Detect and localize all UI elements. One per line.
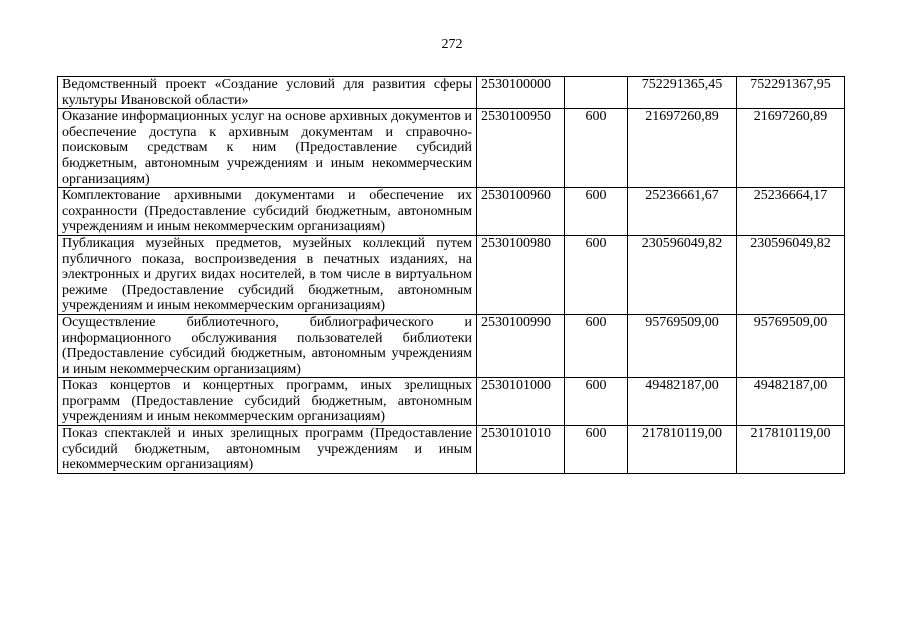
row-target-code: 2530101000 bbox=[477, 378, 565, 426]
row-amount-1: 217810119,00 bbox=[628, 426, 737, 474]
row-amount-1: 230596049,82 bbox=[628, 235, 737, 314]
page-number: 272 bbox=[441, 37, 463, 52]
row-target-code: 2530100000 bbox=[477, 77, 565, 109]
table-row bbox=[58, 109, 845, 188]
table-row bbox=[58, 188, 845, 236]
budget-table bbox=[57, 76, 845, 474]
row-target-code: 2530100990 bbox=[477, 314, 565, 377]
row-amount-2: 230596049,82 bbox=[737, 235, 845, 314]
row-target-code: 2530100950 bbox=[477, 109, 565, 188]
row-expense-type bbox=[565, 77, 628, 109]
row-amount-2: 217810119,00 bbox=[737, 426, 845, 474]
row-description: Показ спектаклей и иных зрелищных программ (Предоставление субсидий бюджетным, автономным учреждениям и иным некоммерческим организациям) bbox=[58, 426, 477, 474]
row-amount-2: 752291367,95 bbox=[737, 77, 845, 109]
row-expense-type: 600 bbox=[565, 378, 628, 426]
row-description: Публикация музейных предметов, музейных коллекций путем публичного показа, воспроизведения в печатных изданиях, на электронных и других видах носителей, в том числе в виртуальном режиме (Предоставление субсидий бюджетным, автономным учреждениям и иным некоммерческим организациям) bbox=[58, 235, 477, 314]
table-row bbox=[58, 378, 845, 426]
row-amount-2: 25236664,17 bbox=[737, 188, 845, 236]
table-row bbox=[58, 426, 845, 474]
row-expense-type: 600 bbox=[565, 188, 628, 236]
row-amount-2: 21697260,89 bbox=[737, 109, 845, 188]
row-description: Ведомственный проект «Создание условий для развития сферы культуры Ивановской области» bbox=[58, 77, 477, 109]
row-amount-2: 49482187,00 bbox=[737, 378, 845, 426]
row-target-code: 2530101010 bbox=[477, 426, 565, 474]
row-amount-1: 25236661,67 bbox=[628, 188, 737, 236]
row-description: Показ концертов и концертных программ, иных зрелищных программ (Предоставление субсидий бюджетным, автономным учреждениям и иным некоммерческим организациям) bbox=[58, 378, 477, 426]
table-row bbox=[58, 77, 845, 109]
row-target-code: 2530100960 bbox=[477, 188, 565, 236]
row-amount-1: 49482187,00 bbox=[628, 378, 737, 426]
row-expense-type: 600 bbox=[565, 235, 628, 314]
row-amount-1: 21697260,89 bbox=[628, 109, 737, 188]
row-expense-type: 600 bbox=[565, 426, 628, 474]
table-row bbox=[58, 235, 845, 314]
row-target-code: 2530100980 bbox=[477, 235, 565, 314]
row-expense-type: 600 bbox=[565, 314, 628, 377]
row-amount-1: 752291365,45 bbox=[628, 77, 737, 109]
row-expense-type: 600 bbox=[565, 109, 628, 188]
row-amount-2: 95769509,00 bbox=[737, 314, 845, 377]
row-description: Осуществление библиотечного, библиографического и информационного обслуживания пользователей библиотеки (Предоставление субсидий бюджетным, автономным учреждениям и иным некоммерческим организациям) bbox=[58, 314, 477, 377]
row-amount-1: 95769509,00 bbox=[628, 314, 737, 377]
row-description: Оказание информационных услуг на основе архивных документов и обеспечение доступа к архивным документам и справочно-поисковым средствам к ним (Предоставление субсидий бюджетным, автономным учреждениям и иным некоммерческим организациям) bbox=[58, 109, 477, 188]
table-row bbox=[58, 314, 845, 377]
row-description: Комплектование архивными документами и обеспечение их сохранности (Предоставление субсидий бюджетным, автономным учреждениям и иным некоммерческим организациям) bbox=[58, 188, 477, 236]
